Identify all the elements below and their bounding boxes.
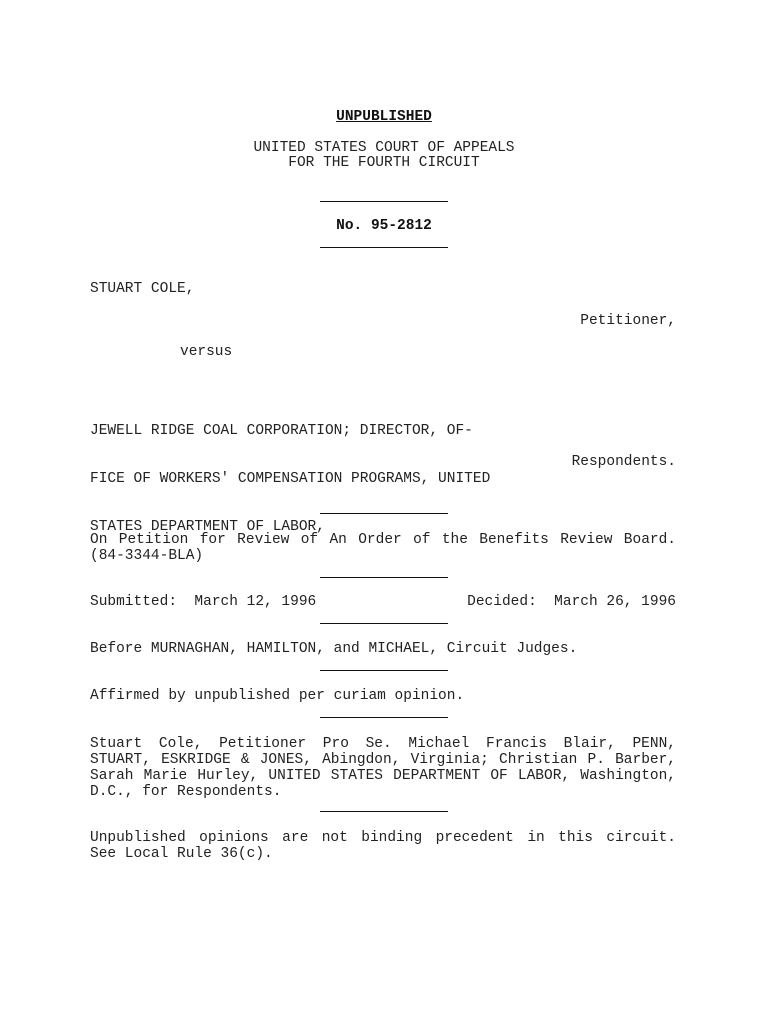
respondents-line: STATES DEPARTMENT OF LABOR, bbox=[90, 519, 325, 535]
decided-date: Decided: March 26, 1996 bbox=[467, 594, 676, 610]
notice-line: Unpublished opinions are not binding precedent in this circuit. bbox=[90, 830, 676, 846]
unpublished-label: UNPUBLISHED bbox=[336, 109, 432, 125]
notice-block bbox=[90, 830, 676, 862]
case-number: No. 95-2812 bbox=[336, 218, 432, 234]
court-name-line2: FOR THE FOURTH CIRCUIT bbox=[288, 155, 480, 171]
versus-label: versus bbox=[180, 344, 233, 360]
counsel-line: Stuart Cole, Petitioner Pro Se. Michael Francis Blair, PENN, bbox=[90, 736, 676, 752]
rule-above-dates bbox=[320, 577, 448, 578]
petition-docket: (84-3344-BLA) bbox=[90, 548, 204, 564]
respondents-line: JEWELL RIDGE COAL CORPORATION; DIRECTOR, OF- bbox=[90, 423, 473, 439]
notice-line: See Local Rule 36(c). bbox=[90, 846, 273, 862]
rule-above-counsel bbox=[320, 717, 448, 718]
petitioner-role: Petitioner, bbox=[580, 313, 676, 329]
respondents-block bbox=[90, 391, 490, 551]
counsel-line: STUART, ESKRIDGE & JONES, Abingdon, Virginia; Christian P. Barber, bbox=[90, 752, 676, 768]
rule-above-disposition bbox=[320, 670, 448, 671]
panel-judges: Before MURNAGHAN, HAMILTON, and MICHAEL, Circuit Judges. bbox=[90, 641, 578, 657]
submitted-date: Submitted: March 12, 1996 bbox=[90, 594, 317, 610]
rule-above-case-number bbox=[320, 201, 448, 202]
counsel-line: D.C., for Respondents. bbox=[90, 784, 282, 800]
counsel-block bbox=[90, 736, 676, 800]
respondents-role: Respondents. bbox=[571, 454, 676, 470]
counsel-line: Sarah Marie Hurley, UNITED STATES DEPARTMENT OF LABOR, Washington, bbox=[90, 768, 676, 784]
disposition: Affirmed by unpublished per curiam opinion. bbox=[90, 688, 465, 704]
respondents-line: FICE OF WORKERS' COMPENSATION PROGRAMS, UNITED bbox=[90, 471, 491, 487]
petitioner-name: STUART COLE, bbox=[90, 281, 195, 297]
rule-above-panel bbox=[320, 623, 448, 624]
petition-block bbox=[90, 532, 676, 564]
rule-above-petition bbox=[320, 513, 448, 514]
court-name-line1: UNITED STATES COURT OF APPEALS bbox=[253, 140, 515, 156]
rule-below-case-number bbox=[320, 247, 448, 248]
rule-above-notice bbox=[320, 811, 448, 812]
petition-line: On Petition for Review of An Order of the Benefits Review Board. bbox=[90, 532, 676, 548]
